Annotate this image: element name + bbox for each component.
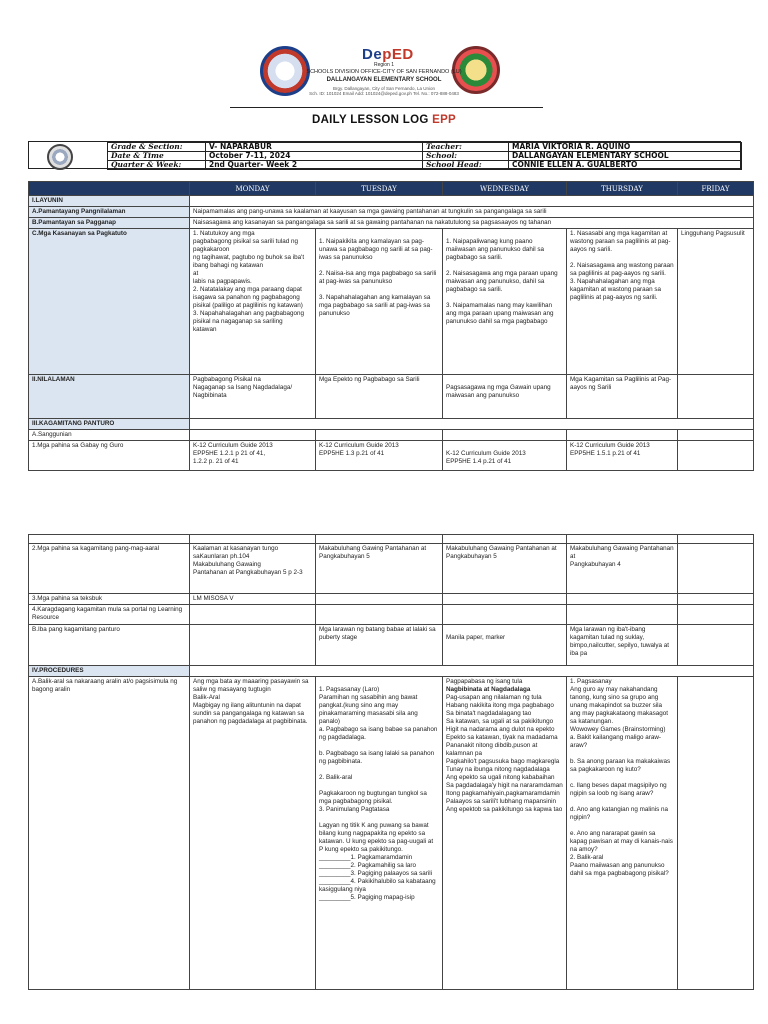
gabay-thursday: K-12 Curriculum Guide 2013 EPP5HE 1.5.1 p.21 of 41 <box>567 441 678 471</box>
sanggunian-friday <box>678 430 754 441</box>
school-label: School: <box>423 152 509 161</box>
school-name-line: DALLANGAYAN ELEMENTARY SCHOOL <box>326 77 442 83</box>
label-balik-aral: A.Balik-aral sa nakaraang aralin at/o pagsisimula ng bagong aralin <box>29 677 190 990</box>
label-gabay-ng-guro: 1.Mga pahina sa Gabay ng Guro <box>29 441 190 471</box>
kagamitang-friday <box>678 544 754 594</box>
label-pamantayang-pangnilalaman: A.Pamantayang Pangnilalaman <box>29 207 190 218</box>
date-time-value: October 7-11, 2024 <box>206 152 423 161</box>
row-portal <box>29 605 754 625</box>
label-nilalaman: II.NILALAMAN <box>29 375 190 419</box>
teksbuk-tuesday <box>316 594 443 605</box>
kagamitang-wednesday: Makabuluhang Gawaing Pantahanan at Pangkabuhayan 5 <box>443 544 567 594</box>
gabay-tuesday: K-12 Curriculum Guide 2013 EPP5HE 1.3 p.21 of 41 <box>316 441 443 471</box>
teksbuk-friday <box>678 594 754 605</box>
teksbuk-wednesday <box>443 594 567 605</box>
label-kasanayan: C.Mga Kasanayan sa Pagkatuto <box>29 229 190 375</box>
balik-aral-thursday: 1. Pagsasanay Ang guro ay may nakahandang tanong, kung sino sa grupo ang unang makapindot sa buzzer sila ang may pagkakataong makasagot sa katanungan. Wowowey Games (Brainstorming) a. Bakit kailangang maligo araw-araw? b. Sa anong paraan ka makakaiwas sa pagkakaroon ng kuto? c. Ilang beses dapat magsipilyo ng ngipin sa loob ng isang araw? d. Ano ang katangian ng malinis na ngipin? e. Ano ang nararapat gawin sa kapag pawisan at may di kanais-nais na amoy? 2. Balik-aral Paano maiiwasan ang panunukso dahil sa mga pagbabagong pisikal? <box>567 677 678 990</box>
teacher-value: MARIA VIKTORIA R. AQUINO <box>509 143 742 152</box>
row-layunin <box>29 196 754 207</box>
spacer-tuesday <box>316 535 443 544</box>
day-header-thursday: THURSDAY <box>567 182 678 196</box>
teksbuk-monday: LM MISOSA V <box>190 594 316 605</box>
sanggunian-monday <box>190 430 316 441</box>
spacer-thursday <box>567 535 678 544</box>
row-gabay-ng-guro <box>29 441 754 471</box>
row-procedures <box>29 666 754 677</box>
row-iba-pang-kagamitan <box>29 625 754 666</box>
nilalaman-friday <box>678 375 754 419</box>
grade-section-label: Grade & Section: <box>108 143 206 152</box>
document-title-subject: EPP <box>432 114 457 126</box>
row-kagamitang-pang-mag-aaral <box>29 544 754 594</box>
quarter-week-value: 2nd Quarter- Week 2 <box>206 161 423 170</box>
document-title <box>0 114 768 126</box>
deped-seal-icon <box>47 144 73 170</box>
portal-monday <box>190 605 316 625</box>
portal-wednesday <box>443 605 567 625</box>
iba-tuesday: Mga larawan ng batang babae at lalaki sa puberty stage <box>316 625 443 666</box>
lesson-info-block <box>28 141 741 169</box>
spacer-label <box>29 535 190 544</box>
deped-logo-ep: pED <box>382 46 414 63</box>
sanggunian-wednesday <box>443 430 567 441</box>
row-sanggunian <box>29 430 754 441</box>
row-pamantayang-pangnilalaman <box>29 207 754 218</box>
balik-aral-wednesday <box>443 677 567 990</box>
gabay-wednesday: K-12 Curriculum Guide 2013 EPP5HE 1.4 p.21 of 41 <box>443 441 567 471</box>
info-row-grade <box>108 143 742 152</box>
spacer-wednesday <box>443 535 567 544</box>
day-header-friday: FRIDAY <box>678 182 754 196</box>
sanggunian-thursday <box>567 430 678 441</box>
balik-aral-friday <box>678 677 754 990</box>
nilalaman-monday: Pagbabagong Pisikal na Nagaganap sa Isang Nagdadalaga/ Nagbibinata <box>190 375 316 419</box>
row-kagamitang-panturo <box>29 419 754 430</box>
teksbuk-thursday <box>567 594 678 605</box>
label-kagamitang-pang-mag-aaral: 2.Mga pahina sa kagamitang pang-mag-aaral <box>29 544 190 594</box>
nilalaman-tuesday: Mga Epekto ng Pagbabago sa Sarili <box>316 375 443 419</box>
row-top-spacer <box>29 535 754 544</box>
school-header <box>0 0 768 140</box>
row-nilalaman <box>29 375 754 419</box>
balik-aral-wednesday-intro: Pagpapabasa ng isang tula <box>446 678 523 685</box>
day-header-row <box>29 182 754 196</box>
school-value: DALLANGAYAN ELEMENTARY SCHOOL <box>509 152 742 161</box>
balik-aral-tuesday: 1. Pagsasanay (Laro) Paramihan ng sasabihin ang bawat pangkat.(kung sino ang may pinakamaraming masasabi sila ang panalo) a. Pagbabago sa isang babae sa panahon ng pagdadalaga. b. Pagbabago sa isang lalaki sa panahon ng pagbibinata. 2. Balik-aral Pagkakaroon ng bugtungan tungkol sa mga pagbabagong pisikal. 3. Panimulang Pagtatasa Lagyan ng titik K ang puwang sa bawat bilang kung nagpapakita ng epekto sa katawan. U kung epekto sa pag-uugali at P kung epekto sa pakikitungo. _________1. Pagkamaramdamin _________2. Pagkamahilig sa laro _________3. Pagiging palaayos sa sarili _________4. Pakikihalubilo sa kabataang kasiggulang niya _________5. Pagiging mapag-isip <box>316 677 443 990</box>
school-contact-line: Sch. ID: 101024 Email Add: 101024@deped.gov.ph Tel. No.: 072-888-0483 <box>309 91 459 96</box>
section-layunin: I.LAYUNIN <box>29 196 190 207</box>
portal-tuesday <box>316 605 443 625</box>
document-title-main: DAILY LESSON LOG <box>311 114 433 126</box>
balik-aral-wednesday-poem: Pag-usapan ang nilalaman ng tula Habang nakikita itong mga pagbabago Sa binata't nagdadalagang tao Sa katawan, sa ugali at sa pakikitungo Higit na nadarama ang dulot na epekto Epekto sa katawan, tiyak na madadama Pananakit nitong dibdib,puson at kalamnan pa Pagkahilo't pagsusuka bago magkaregla Tunay na ibunga nitong nagdadalaga Ang epekto sa ugali nitong kababaihan Sa pagdadalaga'y higit na nararamdaman Itong pagkamahiyain,pagkamaramdamin Palaayos sa sarili't lubhang mapansinin Ang epektob sa pakikitungo sa kapwa tao <box>446 694 563 813</box>
label-kagamitang-panturo: III.KAGAMITANG PANTURO <box>29 419 190 430</box>
lesson-log-table-part-2 <box>28 534 754 990</box>
section-procedures: IV.PROCEDURES <box>29 666 190 677</box>
kagamitang-tuesday: Makabuluhang Gawing Pantahanan at Pangkabuhayan 5 <box>316 544 443 594</box>
row-pamantayan-sa-pagganap <box>29 218 754 229</box>
kasanayan-monday: 1. Natutukoy ang mga pagbabagong pisikal sa sarili tulad ng pagkakaroon ng tagihawat, pagtubo ng buhok sa iba't ibang bahagi ng katawan at labis na pagpapawis. 2. Natatalakay ang mga paraang dapat isagawa sa panahon ng pagbabagong pisikal (paliligo at paglilinis ng katawan) 3. Napahahalagahan ang pagbabagong pisikal na nagaganap sa sariling katawan <box>190 229 316 375</box>
gabay-monday: K-12 Curriculum Guide 2013 EPP5HE 1.2.1 p 21 of 41, 1.2.2 p. 21 of 41 <box>190 441 316 471</box>
school-head-label: School Head: <box>423 161 509 170</box>
balik-aral-monday: Ang mga bata ay maaaring pasayawin sa saliw ng masayang tugtugin Balik-Aral Magbigay ng ilang alituntunin na dapat sundin sa pangangalaga ng katawan sa panahon ng pagdadalaga at pagbibinata. <box>190 677 316 990</box>
region-line: Region 1 <box>373 62 394 68</box>
pamantayang-pangnilalaman-text: Naipamamalas ang pang-unawa sa kaalaman at kaayusan sa mga gawaing pantahanan at tungkulin sa pangangalaga sa sarili <box>190 207 754 218</box>
spacer-monday <box>190 535 316 544</box>
kasanayan-tuesday: 1. Naipakikita ang kamalayan sa pag-unawa sa pagbabago ng sarili at sa pag-iwas sa panunukso 2. Naiisa-isa ang mga pagbabago sa sarili at pag-iwas sa panunukso 3. Napahahalagahan ang kamalayan sa mga pagbabago sa sarili at pag-iwas sa panunukso <box>316 229 443 375</box>
pamantayan-sa-pagganap-text: Naisasagawa ang kasanayan sa pangangalaga sa sarili at sa gawaing pantahanan na nakatutulong sa pagsasaayos ng tahanan <box>190 218 754 229</box>
school-address-line: Brgy. Dallangayan, City of San Fernando, La Union <box>333 86 435 91</box>
iba-thursday: Mga larawan ng iba't-ibang kagamitan tulad ng suklay, bimpo,nailcutter, sepilyo, tuwalya at iba pa <box>567 625 678 666</box>
teacher-label: Teacher: <box>423 143 509 152</box>
section-layunin-span <box>190 196 754 207</box>
row-balik-aral <box>29 677 754 990</box>
division-line: SCHOOLS DIVISION OFFICE-CITY OF SAN FERNANDO (LU) <box>306 69 462 75</box>
quarter-week-label: Quarter & Week: <box>108 161 206 170</box>
deped-logo <box>362 46 414 63</box>
school-head-value: CONNIE ELLEN A. GUALBERTO <box>509 161 742 170</box>
spacer-friday <box>678 535 754 544</box>
iba-friday <box>678 625 754 666</box>
section-procedures-span <box>190 666 754 677</box>
iba-monday <box>190 625 316 666</box>
info-row-date <box>108 152 742 161</box>
kagamitang-monday: Kaalaman at kasanayan tungo saKaunlaran ph.104 Makabuluhang Gawaing Pantahanan at Pangkabuhayan 5 p 2-3 <box>190 544 316 594</box>
nilalaman-wednesday: Pagsasagawa ng mga Gawain upang maiwasan ang panunukso <box>443 375 567 419</box>
day-header-monday: MONDAY <box>190 182 316 196</box>
label-teksbuk: 3.Mga pahina sa teksbuk <box>29 594 190 605</box>
nilalaman-thursday: Mga Kagamitan sa Paglilinis at Pag-aayos ng Sarili <box>567 375 678 419</box>
header-divider <box>230 107 543 108</box>
kagamitang-panturo-span <box>190 419 754 430</box>
portal-thursday <box>567 605 678 625</box>
day-header-wednesday: WEDNESDAY <box>443 182 567 196</box>
row-teksbuk <box>29 594 754 605</box>
label-pamantayan-sa-pagganap: B.Pamantayan sa Pagganap <box>29 218 190 229</box>
label-portal: 4.Karagdagang kagamitan mula sa portal ng Learning Resource <box>29 605 190 625</box>
label-iba-pang-kagamitan: B.Iba pang kagamitang panturo <box>29 625 190 666</box>
kagamitang-thursday: Makabuluhang Gawaing Pantahanan at Pangkabuhayan 4 <box>567 544 678 594</box>
portal-friday <box>678 605 754 625</box>
label-sanggunian: A.Sanggunian <box>29 430 190 441</box>
date-time-label: Date & Time <box>108 152 206 161</box>
info-row-quarter <box>108 161 742 170</box>
grade-section-value: V- NAPARABUR <box>206 143 423 152</box>
iba-wednesday: Manila paper, marker <box>443 625 567 666</box>
lesson-log-table-part-1 <box>28 181 754 471</box>
kasanayan-thursday: 1. Nasasabi ang mga kagamitan at wastong paraan sa paglilinis at pag-aayos ng sarili. 2. Naisasagawa ang wastong paraan sa paglilinis at pag-aayos ng sarili. 3. Napahahalagahan ang mga kagamitan at wastong paraan sa paglilinis at pag-aayos ng sarili. <box>567 229 678 375</box>
row-kasanayan <box>29 229 754 375</box>
sanggunian-tuesday <box>316 430 443 441</box>
balik-aral-wednesday-poem-title: Nagbibinata at Nagdadalaga <box>446 686 531 693</box>
day-header-tuesday: TUESDAY <box>316 182 443 196</box>
deped-logo-de: De <box>362 46 383 63</box>
kasanayan-friday: Lingguhang Pagsusulit <box>678 229 754 375</box>
lesson-info-table <box>107 142 742 170</box>
gabay-friday <box>678 441 754 471</box>
corner-cell <box>29 182 190 196</box>
kasanayan-wednesday: 1. Naipapaliwanag kung paano maiiwasan ang panunukso dahil sa pagbabago sa sarili. 2. Naisasagawa ang mga paraan upang maiwasan ang panunukso, dahil sa pagbabago sa sarili. 3. Naipamamalas nang may kawilihan ang mga paraan upang maiwasan ang panunukso dahil sa mga pagbabago <box>443 229 567 375</box>
